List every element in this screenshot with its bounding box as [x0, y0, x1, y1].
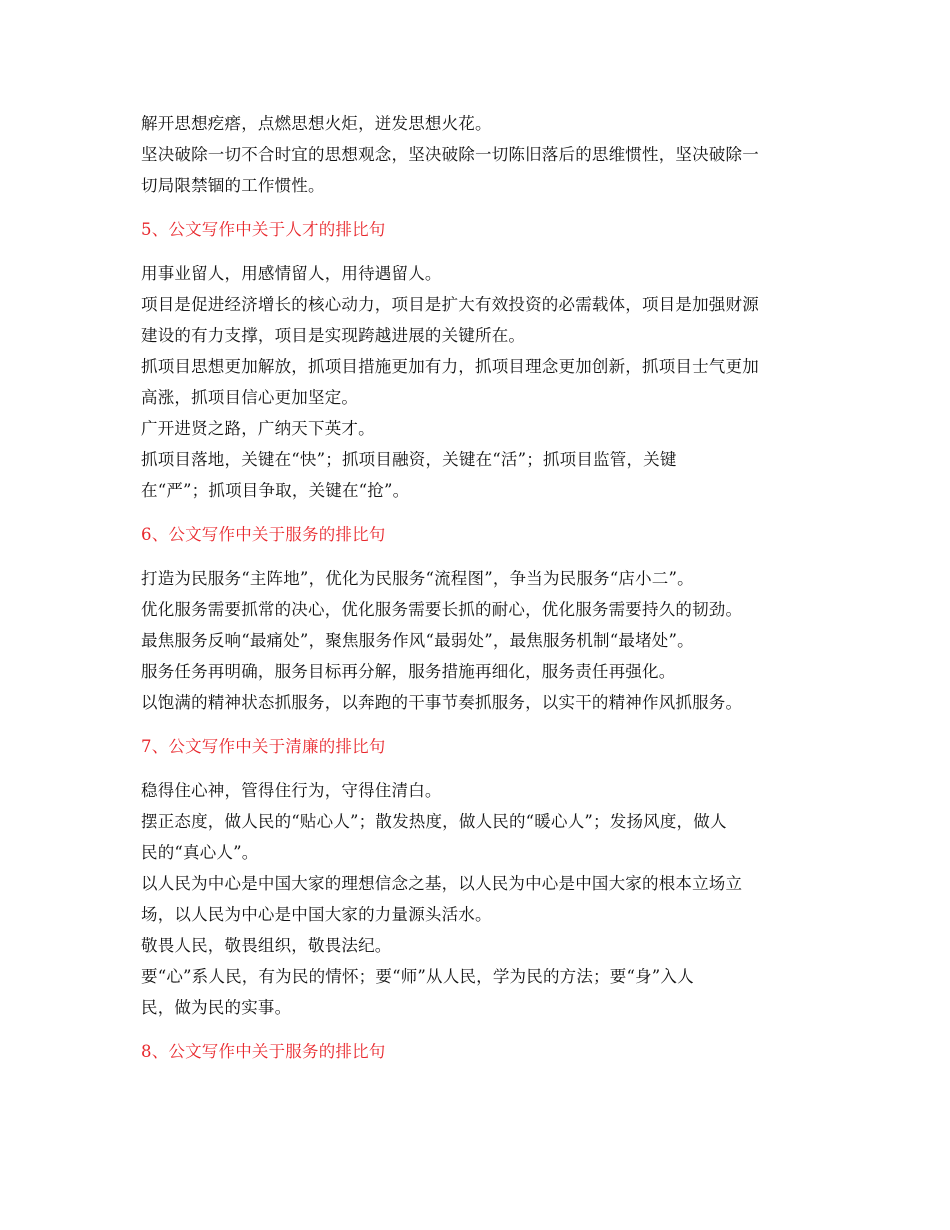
- paragraph-line: 打造为民服务“主阵地”，优化为民服务“流程图”，争当为民服务“店小二”。: [141, 569, 694, 588]
- paragraph-line: 最焦服务反响“最痛处”，聚焦服务作风“最弱处”，最焦服务机制“最堵处”。: [141, 631, 694, 650]
- paragraph-line: 民，做为民的实事。: [141, 998, 292, 1017]
- document-page: [141, 108, 821, 1080]
- paragraph-line: 切局限禁锢的工作惯性。: [141, 176, 325, 195]
- section-intro: [141, 108, 821, 201]
- section-heading: 5、公文写作中关于人才的排比句: [141, 220, 386, 239]
- paragraph-line: 抓项目思想更加解放，抓项目措施更加有力，抓项目理念更加创新，抓项目士气更加: [141, 357, 759, 376]
- paragraph-line: 在“严”；抓项目争取，关键在“抢”。: [141, 481, 410, 500]
- paragraph-line: 优化服务需要抓常的决心，优化服务需要长抓的耐心，优化服务需要持久的韧劲。: [141, 600, 743, 619]
- paragraph-line: 高涨，抓项目信心更加坚定。: [141, 388, 359, 407]
- paragraph-line: 用事业留人，用感情留人，用待遇留人。: [141, 264, 442, 283]
- section-service: [141, 519, 821, 718]
- paragraph-line: 稳得住心神，管得住行为，守得住清白。: [141, 781, 442, 800]
- paragraph-line: 解开思想疙瘩，点燃思想火炬，迸发思想火花。: [141, 114, 492, 133]
- section-service-2: [141, 1036, 821, 1067]
- paragraph-line: 抓项目落地，关键在“快”；抓项目融资，关键在“活”；抓项目监管，关键: [141, 450, 677, 469]
- paragraph-line: 坚决破除一切不合时宜的思想观念，坚决破除一切陈旧落后的思维惯性，坚决破除一: [141, 145, 759, 164]
- paragraph-line: 建设的有力支撑，项目是实现跨越进展的关键所在。: [141, 326, 526, 345]
- paragraph-line: 以人民为中心是中国大家的理想信念之基，以人民为中心是中国大家的根本立场立: [141, 874, 743, 893]
- paragraph-line: 民的“真心人”。: [141, 843, 259, 862]
- paragraph-line: 敬畏人民，敬畏组织，敬畏法纪。: [141, 936, 392, 955]
- section-heading: 7、公文写作中关于清廉的排比句: [141, 737, 386, 756]
- paragraph-line: 服务任务再明确，服务目标再分解，服务措施再细化，服务责任再强化。: [141, 662, 676, 681]
- paragraph-line: 要“心”系人民，有为民的情怀；要“师”从人民，学为民的方法；要“身”入人: [141, 967, 694, 986]
- paragraph-line: 场，以人民为中心是中国大家的力量源头活水。: [141, 905, 492, 924]
- paragraph-line: 广开进贤之路，广纳天下英才。: [141, 419, 375, 438]
- section-heading: 6、公文写作中关于服务的排比句: [141, 525, 386, 544]
- paragraph-line: 项目是促进经济增长的核心动力，项目是扩大有效投资的必需载体，项目是加强财源: [141, 295, 759, 314]
- section-heading: 8、公文写作中关于服务的排比句: [141, 1042, 386, 1061]
- section-integrity: [141, 731, 821, 1023]
- paragraph-line: 摆正态度，做人民的“贴心人”；散发热度，做人民的“暖心人”；发扬风度，做人: [141, 812, 727, 831]
- section-talent: [141, 214, 821, 506]
- paragraph-line: 以饱满的精神状态抓服务，以奔跑的干事节奏抓服务，以实干的精神作风抓服务。: [141, 693, 743, 712]
